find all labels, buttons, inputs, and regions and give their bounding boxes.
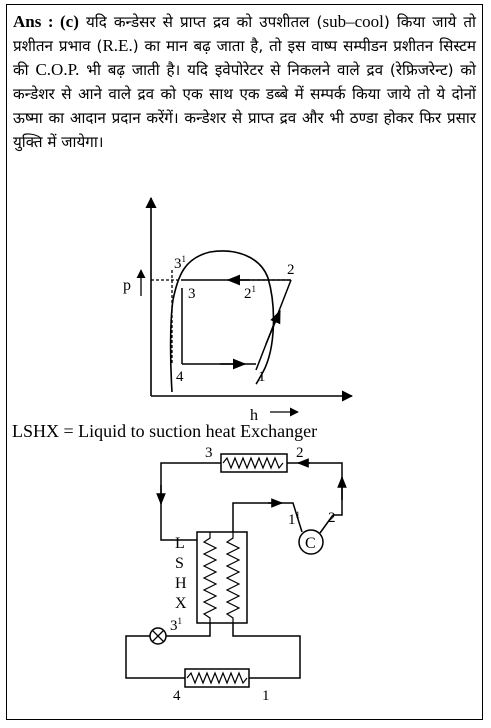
point-3-prime: $3^1$ — [174, 254, 186, 272]
lshx-schematic — [0, 440, 491, 715]
condenser-inlet-label: 2 — [296, 445, 304, 461]
line-condenser-to-lshx — [161, 463, 221, 540]
valve-inlet-label: $3^1$ — [170, 616, 182, 634]
point-3: 3 — [188, 286, 196, 302]
evaporator-outlet-label: 1 — [262, 688, 270, 704]
answer-text-part-5: ) का मान बढ़ जाता है, तो इस वाष्प सम्पीडन प्रशीतन सिस्टम की — [13, 37, 477, 79]
lshx-letter-x: X — [175, 595, 187, 612]
evaporator-inlet-label: 4 — [173, 688, 181, 704]
point-2: 2 — [287, 262, 295, 278]
lshx-letter-s: S — [175, 555, 184, 572]
lshx-letter-l: L — [175, 535, 185, 552]
lshx-letter-h: H — [175, 575, 187, 592]
condenser-outlet-label: 3 — [205, 445, 213, 461]
compressor-outlet-label: 2 — [328, 510, 336, 526]
line-compressor-to-condenser — [287, 463, 342, 515]
answer-text-part-4: R.E. — [102, 36, 133, 55]
answer-text-part-1: यदि कन्डेसर से प्राप्त द्रव को उपशीतल ( — [78, 13, 323, 31]
h-axis-label: h — [250, 407, 258, 424]
answer-text-part-3: ) किया जाये तो प्रशीतन प्रभाव ( — [13, 13, 476, 55]
answer-text-part-7: भी बढ़ जाती है। यदि इवेपोरेटर से निकलने वाले द्रव (रेफ्रिजरेन्ट) को कन्डेशर से आने वाले द्रव को एक साथ एक डब्बे में सम्पर्क किया जाये तो ये दोनों ऊष्मा का आदान प्रदान करेंगें। कन्डेशर से प्राप्त द्रव और भी ठण्डा होकर फिर प्रसार युक्ति में जायेगा। — [13, 61, 476, 151]
p-axis-label: p — [123, 277, 131, 294]
compressor-label: C — [305, 535, 316, 552]
point-2-prime: $2^1$ — [244, 284, 256, 302]
compressor-inlet-label: $1^1$ — [288, 510, 300, 528]
answer-prefix: Ans : (c) — [13, 12, 79, 31]
point-1: 1 — [258, 369, 266, 385]
answer-text-part-2: sub–cool — [322, 12, 384, 31]
point-4: 4 — [176, 369, 184, 385]
answer-text-part-6: C.O.P. — [35, 60, 80, 79]
lshx-title: LSHX = Liquid to suction heat Exchanger — [12, 421, 318, 441]
